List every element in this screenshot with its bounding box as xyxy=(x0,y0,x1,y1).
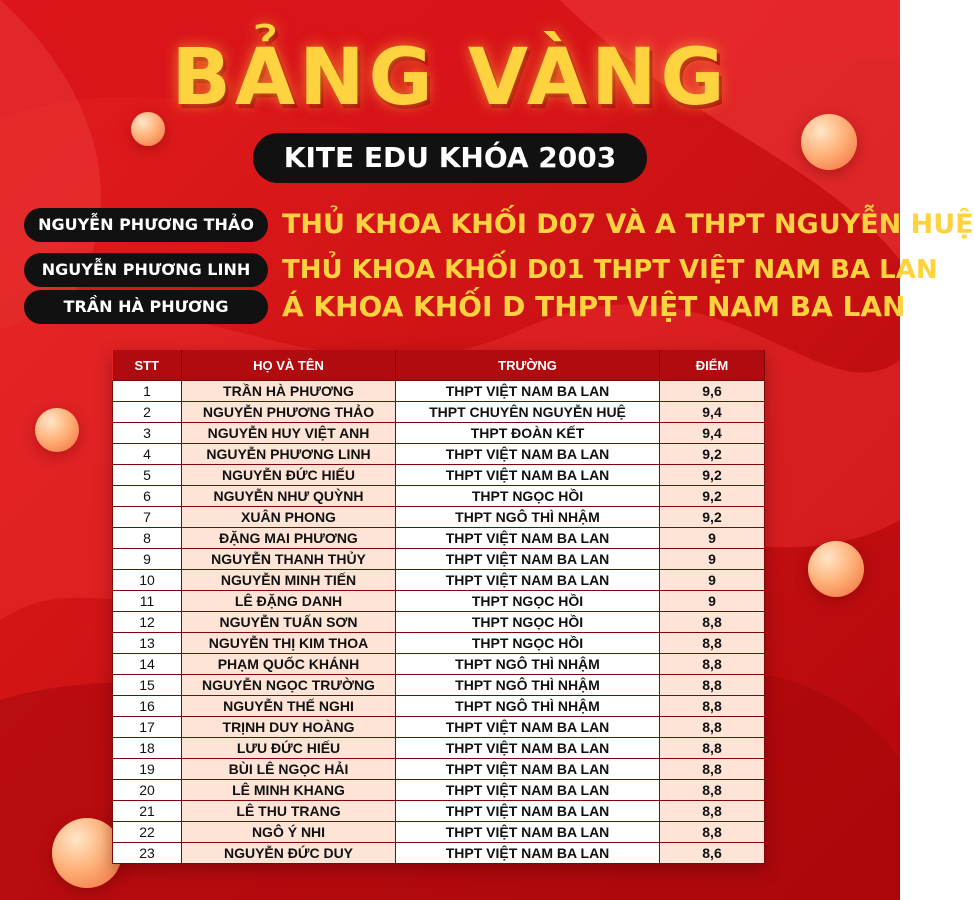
cell-school: THPT VIỆT NAM BA LAN xyxy=(396,843,660,864)
cell-school: THPT NGỌC HỒI xyxy=(396,612,660,633)
cell-school: THPT NGỌC HỒI xyxy=(396,633,660,654)
cell-stt: 1 xyxy=(113,381,182,402)
table-row xyxy=(113,780,765,801)
cell-name: LƯU ĐỨC HIẾU xyxy=(182,738,396,759)
highlight-award: Á KHOA KHỐI D THPT VIỆT NAM BA LAN xyxy=(282,290,906,323)
column-header-score: ĐIỂM xyxy=(660,350,765,381)
table-row xyxy=(113,486,765,507)
highlight-award: THỦ KHOA KHỐI D01 THPT VIỆT NAM BA LAN xyxy=(282,255,938,285)
cell-school: THPT VIỆT NAM BA LAN xyxy=(396,717,660,738)
cell-name: TRẦN HÀ PHƯƠNG xyxy=(182,381,396,402)
table-row xyxy=(113,591,765,612)
cell-name: NGUYỄN PHƯƠNG THẢO xyxy=(182,402,396,423)
cell-stt: 9 xyxy=(113,549,182,570)
highlight-name: NGUYỄN PHƯƠNG LINH xyxy=(24,253,268,287)
cell-stt: 14 xyxy=(113,654,182,675)
table-header-row xyxy=(113,350,765,381)
cell-score: 8,8 xyxy=(660,696,765,717)
cell-score: 8,8 xyxy=(660,717,765,738)
highlight-name: NGUYỄN PHƯƠNG THẢO xyxy=(24,208,268,242)
table-row xyxy=(113,402,765,423)
table-row xyxy=(113,507,765,528)
table-row xyxy=(113,549,765,570)
cell-stt: 15 xyxy=(113,675,182,696)
cell-school: THPT VIỆT NAM BA LAN xyxy=(396,801,660,822)
table-row xyxy=(113,570,765,591)
column-header-school: TRƯỜNG xyxy=(396,350,660,381)
cell-school: THPT NGỌC HỒI xyxy=(396,591,660,612)
ranking-table xyxy=(112,350,765,864)
cell-score: 8,8 xyxy=(660,801,765,822)
cell-score: 8,8 xyxy=(660,612,765,633)
table-row xyxy=(113,654,765,675)
cell-name: NGUYỄN HUY VIỆT ANH xyxy=(182,423,396,444)
cell-score: 8,6 xyxy=(660,843,765,864)
cell-name: NGUYỄN THỊ KIM THOA xyxy=(182,633,396,654)
table-row xyxy=(113,612,765,633)
cell-name: NGUYỄN NHƯ QUỲNH xyxy=(182,486,396,507)
table-row xyxy=(113,381,765,402)
cell-name: TRỊNH DUY HOÀNG xyxy=(182,717,396,738)
table-row xyxy=(113,822,765,843)
table-row xyxy=(113,717,765,738)
cell-score: 9,4 xyxy=(660,423,765,444)
cell-stt: 19 xyxy=(113,759,182,780)
cell-score: 8,8 xyxy=(660,759,765,780)
table-row xyxy=(113,423,765,444)
cell-name: XUÂN PHONG xyxy=(182,507,396,528)
cell-stt: 22 xyxy=(113,822,182,843)
cell-score: 8,8 xyxy=(660,633,765,654)
cell-name: NGUYỄN TUẤN SƠN xyxy=(182,612,396,633)
cell-school: THPT CHUYÊN NGUYỄN HUỆ xyxy=(396,402,660,423)
cell-school: THPT VIỆT NAM BA LAN xyxy=(396,549,660,570)
decor-ball xyxy=(808,541,864,597)
cell-score: 8,8 xyxy=(660,780,765,801)
subtitle-badge: KITE EDU KHÓA 2003 xyxy=(253,133,647,183)
table-row xyxy=(113,465,765,486)
cell-school: THPT NGỌC HỒI xyxy=(396,486,660,507)
table-row xyxy=(113,696,765,717)
cell-stt: 13 xyxy=(113,633,182,654)
table-row xyxy=(113,759,765,780)
cell-stt: 8 xyxy=(113,528,182,549)
cell-stt: 7 xyxy=(113,507,182,528)
cell-stt: 23 xyxy=(113,843,182,864)
table-row xyxy=(113,633,765,654)
cell-name: PHẠM QUỐC KHÁNH xyxy=(182,654,396,675)
highlight-award: THỦ KHOA KHỐI D07 VÀ A THPT NGUYỄN HUỆ xyxy=(282,209,974,240)
cell-score: 8,8 xyxy=(660,675,765,696)
cell-school: THPT VIỆT NAM BA LAN xyxy=(396,570,660,591)
cell-name: NGUYỄN PHƯƠNG LINH xyxy=(182,444,396,465)
table-row xyxy=(113,738,765,759)
column-header-name: HỌ VÀ TÊN xyxy=(182,350,396,381)
cell-stt: 5 xyxy=(113,465,182,486)
cell-school: THPT VIỆT NAM BA LAN xyxy=(396,780,660,801)
cell-stt: 10 xyxy=(113,570,182,591)
cell-school: THPT ĐOÀN KẾT xyxy=(396,423,660,444)
highlight-name: TRẦN HÀ PHƯƠNG xyxy=(24,290,268,324)
cell-name: BÙI LÊ NGỌC HẢI xyxy=(182,759,396,780)
cell-score: 9 xyxy=(660,570,765,591)
table-row xyxy=(113,528,765,549)
table-row xyxy=(113,843,765,864)
cell-stt: 3 xyxy=(113,423,182,444)
table-row xyxy=(113,801,765,822)
cell-stt: 16 xyxy=(113,696,182,717)
cell-name: LÊ MINH KHANG xyxy=(182,780,396,801)
cell-stt: 4 xyxy=(113,444,182,465)
cell-score: 9 xyxy=(660,549,765,570)
cell-name: NGUYỄN ĐỨC DUY xyxy=(182,843,396,864)
cell-name: NGÔ Ý NHI xyxy=(182,822,396,843)
cell-school: THPT VIỆT NAM BA LAN xyxy=(396,528,660,549)
cell-name: NGUYỄN NGỌC TRƯỜNG xyxy=(182,675,396,696)
cell-stt: 17 xyxy=(113,717,182,738)
cell-score: 8,8 xyxy=(660,738,765,759)
cell-school: THPT NGÔ THÌ NHẬM xyxy=(396,654,660,675)
cell-score: 9,2 xyxy=(660,486,765,507)
cell-school: THPT NGÔ THÌ NHẬM xyxy=(396,675,660,696)
table-row xyxy=(113,675,765,696)
cell-school: THPT VIỆT NAM BA LAN xyxy=(396,822,660,843)
cell-school: THPT VIỆT NAM BA LAN xyxy=(396,444,660,465)
cell-score: 9,2 xyxy=(660,465,765,486)
cell-stt: 11 xyxy=(113,591,182,612)
cell-stt: 2 xyxy=(113,402,182,423)
cell-score: 9,2 xyxy=(660,507,765,528)
cell-school: THPT VIỆT NAM BA LAN xyxy=(396,381,660,402)
cell-name: LÊ THU TRANG xyxy=(182,801,396,822)
cell-stt: 21 xyxy=(113,801,182,822)
cell-name: NGUYỄN MINH TIẾN xyxy=(182,570,396,591)
cell-stt: 20 xyxy=(113,780,182,801)
cell-school: THPT VIỆT NAM BA LAN xyxy=(396,465,660,486)
cell-name: NGUYỄN THẾ NGHI xyxy=(182,696,396,717)
cell-stt: 12 xyxy=(113,612,182,633)
page-title: BẢNG VÀNG xyxy=(171,33,729,123)
cell-score: 9,2 xyxy=(660,444,765,465)
cell-score: 9 xyxy=(660,528,765,549)
cell-score: 8,8 xyxy=(660,822,765,843)
cell-score: 9,6 xyxy=(660,381,765,402)
cell-name: LÊ ĐẶNG DANH xyxy=(182,591,396,612)
cell-name: NGUYỄN ĐỨC HIẾU xyxy=(182,465,396,486)
cell-school: THPT VIỆT NAM BA LAN xyxy=(396,738,660,759)
column-header-stt: STT xyxy=(113,350,182,381)
cell-score: 9,4 xyxy=(660,402,765,423)
cell-stt: 6 xyxy=(113,486,182,507)
table-row xyxy=(113,444,765,465)
cell-name: ĐẶNG MAI PHƯƠNG xyxy=(182,528,396,549)
cell-school: THPT NGÔ THÌ NHẬM xyxy=(396,696,660,717)
cell-school: THPT NGÔ THÌ NHẬM xyxy=(396,507,660,528)
cell-name: NGUYỄN THANH THỦY xyxy=(182,549,396,570)
cell-score: 8,8 xyxy=(660,654,765,675)
cell-school: THPT VIỆT NAM BA LAN xyxy=(396,759,660,780)
cell-stt: 18 xyxy=(113,738,182,759)
cell-score: 9 xyxy=(660,591,765,612)
decor-ball xyxy=(35,408,79,452)
